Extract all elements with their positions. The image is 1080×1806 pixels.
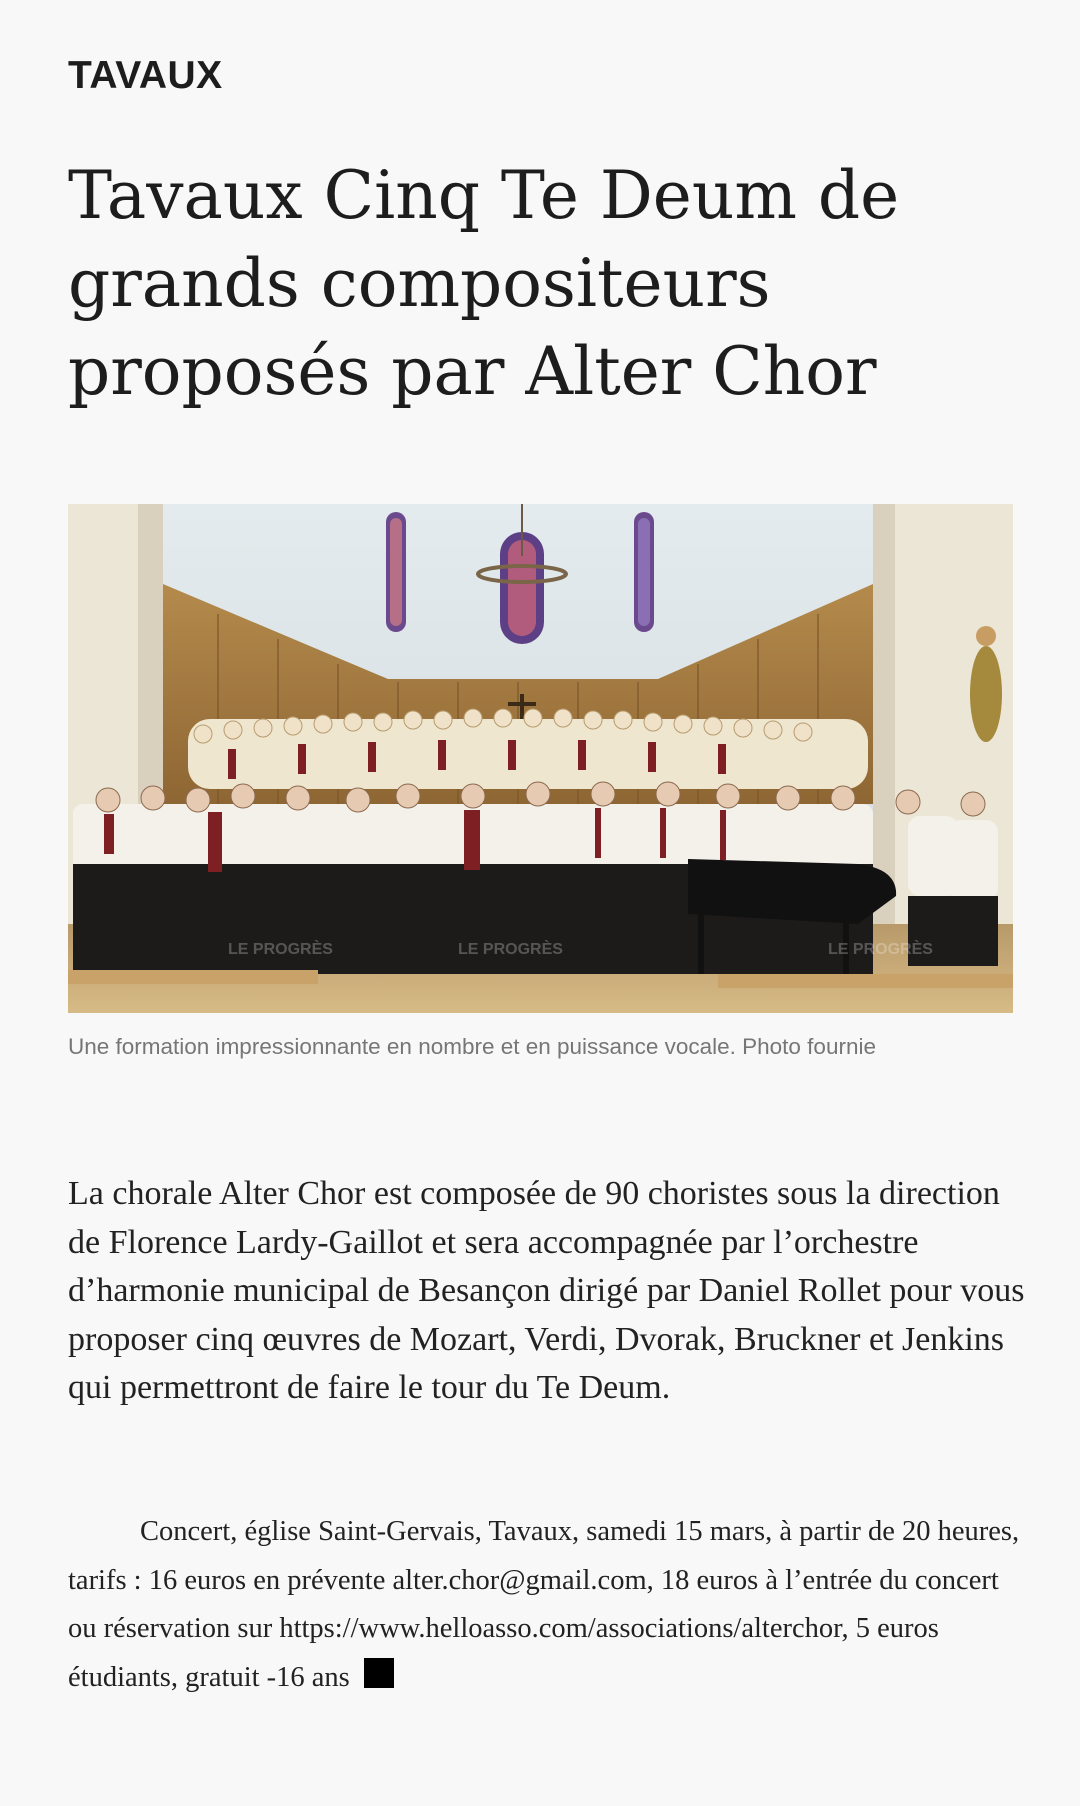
article-category[interactable]: TAVAUX [68,54,223,97]
photo-caption: Une formation impressionnante en nombre et en puissance vocale. Photo fournie [68,1034,876,1059]
article-paragraph-main: La chorale Alter Chor est composée de 90 choristes sous la direction de Florence Lardy-Gaillot et sera accompagnée par l’orchestre d’harmonie municipal de Besançon dirigé par Daniel Rollet pour vous proposer cinq œuvres de Mozart, Verdi, Dvorak, Bruckner et Jenkins qui permettront de faire le tour du Te Deum. [68,1175,1025,1406]
watermark-3: LE PROGRÈS [828,941,933,958]
article-end-mark [364,1658,394,1688]
article-paragraph-info [68,1508,1028,1702]
watermark-1: LE PROGRÈS [228,941,333,958]
article-photo[interactable] [68,504,1013,1013]
article-headline: Tavaux Cinq Te Deum de grands compositeurs proposés par Alter Chor [68,157,900,410]
choir-photo-illustration [68,504,1013,1013]
concert-info-text: Concert, église Saint-Gervais, Tavaux, samedi 15 mars, à partir de 20 heures, tarifs : 16 euros en prévente alter.chor@gmail.com, 18 euros à l’entrée du concert ou réservation sur https://www.helloasso.com/associations/alterchor, 5 euros étudiants, gratuit -16 ans [68,1516,1020,1693]
watermark-2: LE PROGRÈS [458,941,563,958]
